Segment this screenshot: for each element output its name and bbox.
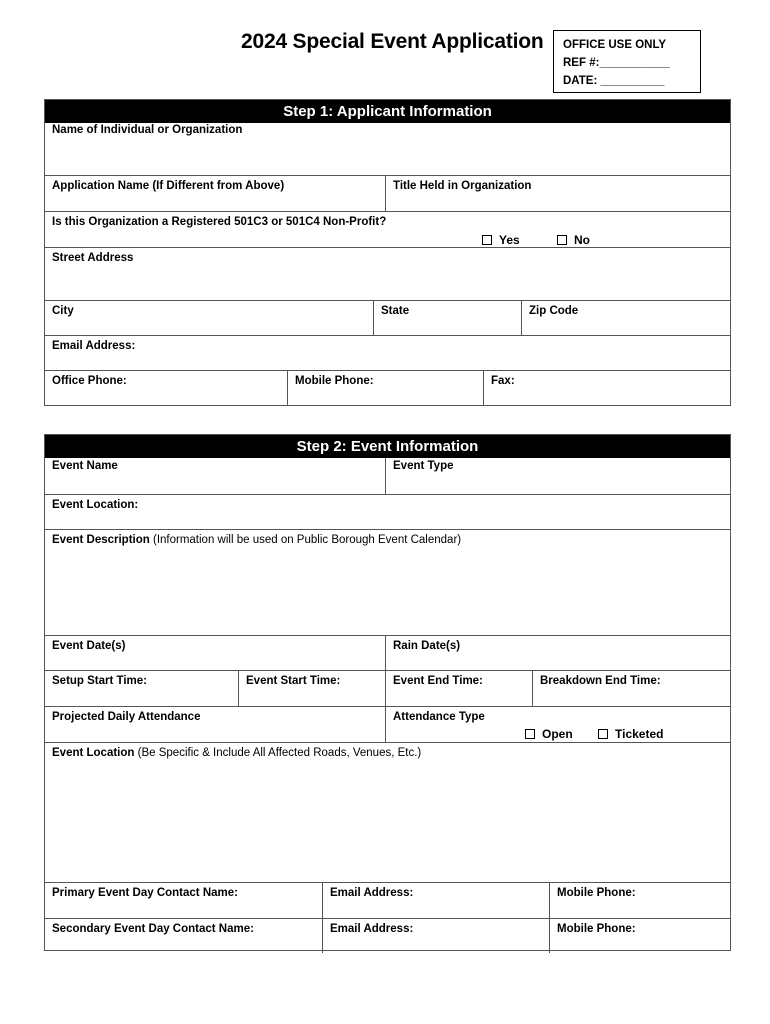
row-attendance (45, 706, 730, 742)
open-label: Open (542, 727, 573, 741)
nonprofit-label: Is this Organization a Registered 501C3 or 501C4 Non-Profit? (52, 216, 387, 228)
fax-field[interactable] (483, 371, 730, 405)
checkbox-icon (598, 729, 608, 739)
event-location-detail-note: (Be Specific & Include All Affected Roads, Venues, Etc.) (137, 747, 422, 759)
event-end-label: Event End Time: (393, 675, 483, 687)
breakdown-end-label: Breakdown End Time: (540, 675, 661, 687)
event-location-detail-field[interactable] (45, 743, 730, 882)
state-field[interactable] (373, 301, 521, 335)
title-held-label: Title Held in Organization (393, 180, 532, 192)
zip-code-label: Zip Code (529, 305, 579, 317)
name-label: Name of Individual or Organization (52, 124, 243, 136)
event-location-field[interactable] (45, 495, 730, 529)
ticketed-checkbox[interactable] (598, 727, 663, 741)
application-name-field[interactable] (45, 176, 385, 211)
attendance-type-label: Attendance Type (393, 711, 485, 723)
title-held-field[interactable] (385, 176, 730, 211)
zip-code-field[interactable] (521, 301, 730, 335)
setup-start-field[interactable] (45, 671, 238, 706)
email-label: Email Address: (52, 340, 136, 352)
page-title: 2024 Special Event Application (241, 30, 544, 53)
secondary-mobile-field[interactable] (549, 919, 730, 953)
secondary-email-field[interactable] (322, 919, 549, 953)
office-use-date: DATE: __________ (563, 75, 665, 87)
city-field[interactable] (45, 301, 373, 335)
attendance-field[interactable] (45, 707, 385, 742)
row-email (45, 335, 730, 370)
row-street (45, 247, 730, 300)
step2-section (44, 434, 731, 951)
row-appname (45, 175, 730, 211)
row-event-location-detail (45, 742, 730, 882)
primary-contact-label: Primary Event Day Contact Name: (52, 887, 238, 899)
rain-dates-field[interactable] (385, 636, 730, 670)
event-name-field[interactable] (45, 458, 385, 494)
nonprofit-yes-checkbox[interactable] (482, 233, 520, 247)
secondary-email-label: Email Address: (330, 923, 414, 935)
row-event-location (45, 494, 730, 529)
event-dates-field[interactable] (45, 636, 385, 670)
step1-heading: Step 1: Applicant Information (45, 100, 730, 123)
checkbox-icon (525, 729, 535, 739)
office-phone-label: Office Phone: (52, 375, 127, 387)
email-field[interactable] (45, 336, 730, 370)
office-use-ref: REF #:___________ (563, 57, 670, 69)
row-times (45, 670, 730, 706)
row-name (45, 123, 730, 175)
event-dates-label: Event Date(s) (52, 640, 126, 652)
application-name-label: Application Name (If Different from Above) (52, 180, 285, 192)
no-label: No (574, 233, 590, 247)
row-city (45, 300, 730, 335)
secondary-contact-label: Secondary Event Day Contact Name: (52, 923, 254, 935)
event-type-label: Event Type (393, 460, 454, 472)
checkbox-icon (557, 235, 567, 245)
event-location-detail-label: Event Location (52, 747, 135, 759)
city-label: City (52, 305, 74, 317)
attendance-label: Projected Daily Attendance (52, 711, 201, 723)
step2-heading: Step 2: Event Information (45, 435, 730, 458)
breakdown-end-field[interactable] (532, 671, 730, 706)
step1-section (44, 99, 731, 406)
event-type-field[interactable] (385, 458, 730, 494)
row-event-name (45, 458, 730, 494)
row-phones (45, 370, 730, 405)
secondary-mobile-label: Mobile Phone: (557, 923, 636, 935)
event-location-label: Event Location: (52, 499, 139, 511)
event-description-label: Event Description (52, 534, 150, 546)
office-use-heading: OFFICE USE ONLY (563, 39, 667, 51)
primary-contact-field[interactable] (45, 883, 322, 918)
fax-label: Fax: (491, 375, 515, 387)
mobile-phone-field[interactable] (287, 371, 483, 405)
yes-label: Yes (499, 233, 520, 247)
event-name-label: Event Name (52, 460, 118, 472)
event-description-note: (Information will be used on Public Borough Event Calendar) (152, 534, 462, 546)
checkbox-icon (482, 235, 492, 245)
primary-email-label: Email Address: (330, 887, 414, 899)
street-address-field[interactable] (45, 248, 730, 300)
primary-email-field[interactable] (322, 883, 549, 918)
open-checkbox[interactable] (525, 727, 573, 741)
event-description-field[interactable] (45, 530, 730, 635)
street-address-label: Street Address (52, 252, 134, 264)
row-dates (45, 635, 730, 670)
name-field[interactable] (45, 123, 730, 175)
row-secondary-contact (45, 918, 730, 953)
rain-dates-label: Rain Date(s) (393, 640, 461, 652)
row-primary-contact (45, 882, 730, 918)
mobile-phone-label: Mobile Phone: (295, 375, 374, 387)
setup-start-label: Setup Start Time: (52, 675, 147, 687)
event-start-field[interactable] (238, 671, 385, 706)
state-label: State (381, 305, 410, 317)
primary-mobile-field[interactable] (549, 883, 730, 918)
nonprofit-question (45, 212, 730, 247)
event-start-label: Event Start Time: (246, 675, 341, 687)
office-phone-field[interactable] (45, 371, 287, 405)
row-nonprofit (45, 211, 730, 247)
row-event-description (45, 529, 730, 635)
secondary-contact-field[interactable] (45, 919, 322, 953)
nonprofit-no-checkbox[interactable] (557, 233, 590, 247)
primary-mobile-label: Mobile Phone: (557, 887, 636, 899)
event-end-field[interactable] (385, 671, 532, 706)
ticketed-label: Ticketed (615, 727, 664, 741)
office-use-box (553, 30, 701, 93)
